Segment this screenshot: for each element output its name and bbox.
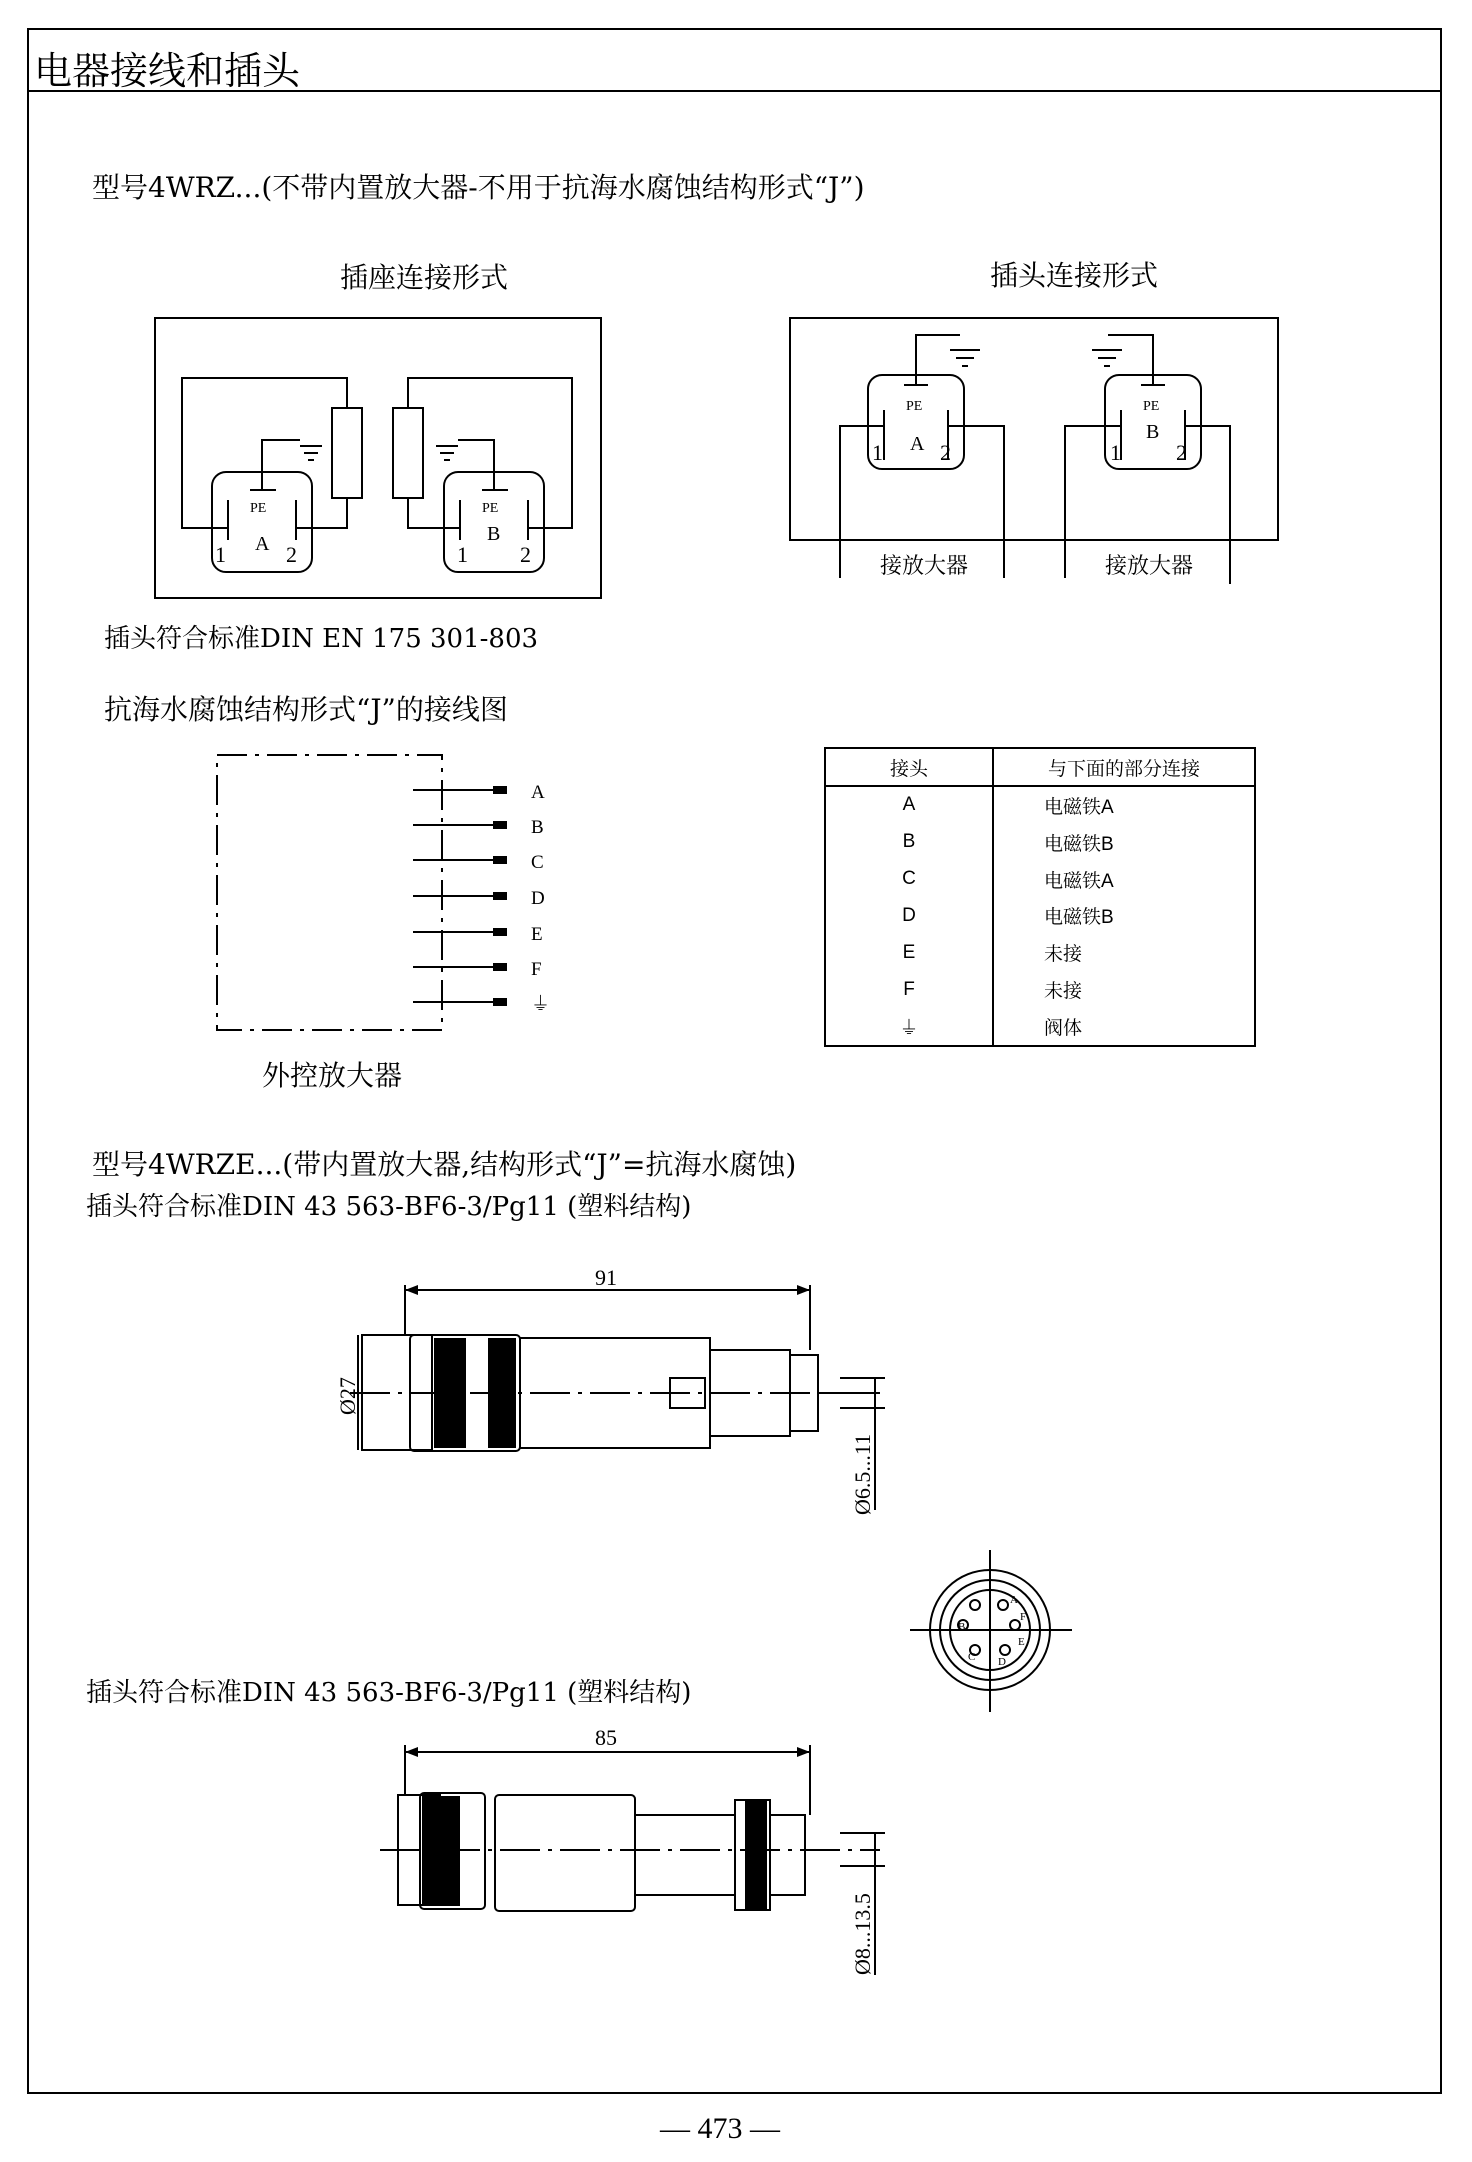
table-cell-connection: 阀体 [993, 1008, 1255, 1046]
table-cell-connection: 电磁铁B [993, 824, 1255, 861]
section3-heading: 型号4WRZE...(带内置放大器,结构形式“J”=抗海水腐蚀) [92, 1148, 797, 1181]
socket-b-pe-label: PE [482, 501, 499, 516]
section2-heading: 抗海水腐蚀结构形式“J”的接线图 [104, 693, 508, 726]
face-pin-f: F [1020, 1611, 1027, 1623]
socket-a-pin1: 1 [215, 542, 226, 567]
amplifier-box [217, 755, 505, 1030]
plug-face-view [910, 1550, 1072, 1712]
table-cell-pin: ⏚ [899, 1018, 919, 1040]
table-cell-connection: 未接 [993, 934, 1255, 971]
dim-cable-2: Ø8...13.5 [850, 1893, 875, 1975]
socket-a-pe-label: PE [250, 501, 267, 516]
amp-pin-f: F [531, 959, 542, 980]
table-cell-pin: A [902, 794, 916, 816]
face-pin-e: E [1018, 1636, 1025, 1648]
page-number: — 473 — [660, 2112, 780, 2145]
table-cell-pin: D [902, 904, 916, 926]
table-header-connection: 与下面的部分连接 [993, 748, 1255, 786]
amp-label-1: 接放大器 [880, 553, 969, 578]
plug-b-label: B [1146, 421, 1160, 443]
plug-wiring-diagram [790, 318, 1278, 584]
socket-a-label: A [255, 533, 270, 555]
amp-pin-ground: ⏚ [531, 994, 551, 1015]
plug-b-pin2: 2 [1176, 440, 1187, 465]
pin-marker [493, 998, 507, 1006]
standard-note-1: 插头符合标准DIN EN 175 301-803 [104, 624, 539, 654]
table-cell-connection: 未接 [993, 971, 1255, 1008]
dim-length-91: 91 [595, 1265, 617, 1290]
table-cell-pin: E [902, 941, 916, 963]
socket-b-pin1: 1 [457, 542, 468, 567]
plug-b-pin1: 1 [1110, 440, 1121, 465]
plug-a-pe-label: PE [906, 399, 923, 414]
amplifier-box-caption: 外控放大器 [262, 1059, 403, 1092]
amp-pin-b: B [531, 817, 544, 838]
pin-marker [493, 821, 507, 829]
knurl-grip-4 [745, 1800, 767, 1910]
plug-b-pe-label: PE [1143, 399, 1160, 414]
table-cell-pin: C [902, 868, 916, 890]
socket-b-pin2: 2 [520, 542, 531, 567]
plug-a-pin1: 1 [872, 440, 883, 465]
section1-heading: 型号4WRZ...(不带内置放大器-不用于抗海水腐蚀结构形式“J”) [92, 171, 865, 204]
standard-note-3: 插头符合标准DIN 43 563-BF6-3/Pg11 (塑料结构) [86, 1678, 692, 1708]
socket-caption: 插座连接形式 [340, 261, 509, 294]
face-pin-c: C [968, 1651, 976, 1663]
dim-cable-1: Ø6.5...11 [850, 1433, 875, 1515]
pin-marker [493, 892, 507, 900]
table-cell-connection: 电磁铁A [993, 861, 1255, 898]
face-pin-a: A [1010, 1594, 1018, 1606]
knurl-grip-3 [422, 1796, 460, 1906]
pin-marker [493, 963, 507, 971]
plug-a-pin2: 2 [940, 440, 951, 465]
pin-marker [493, 856, 507, 864]
dim-length-85: 85 [595, 1725, 617, 1750]
table-cell-pin: B [902, 831, 916, 853]
socket-a-pin2: 2 [286, 542, 297, 567]
table-header-connector: 接头 [825, 748, 993, 786]
pin-marker [493, 786, 507, 794]
amp-label-2: 接放大器 [1105, 553, 1194, 578]
socket-b-label: B [487, 523, 501, 545]
amp-pin-e: E [531, 924, 543, 945]
plug-caption: 插头连接形式 [990, 259, 1159, 292]
plug-drawing-1 [350, 1285, 885, 1510]
knurl-grip-2 [488, 1338, 516, 1448]
standard-note-2: 插头符合标准DIN 43 563-BF6-3/Pg11 (塑料结构) [86, 1192, 692, 1222]
table-cell-pin: F [903, 978, 915, 1000]
knurl-grip-1 [434, 1338, 466, 1448]
page-title: 电器接线和插头 [34, 49, 301, 93]
amp-pin-a: A [531, 782, 545, 803]
plug-a-label: A [910, 433, 925, 455]
amp-pin-c: C [531, 852, 544, 873]
table-cell-connection: 电磁铁B [993, 898, 1255, 935]
pin-marker [493, 928, 507, 936]
face-pin-b: B [958, 1621, 966, 1633]
table-cell-connection: 电磁铁A [993, 786, 1255, 824]
amp-pin-d: D [531, 888, 545, 909]
face-pin-d: D [998, 1656, 1006, 1668]
dim-diameter-27: Ø27 [335, 1377, 360, 1415]
